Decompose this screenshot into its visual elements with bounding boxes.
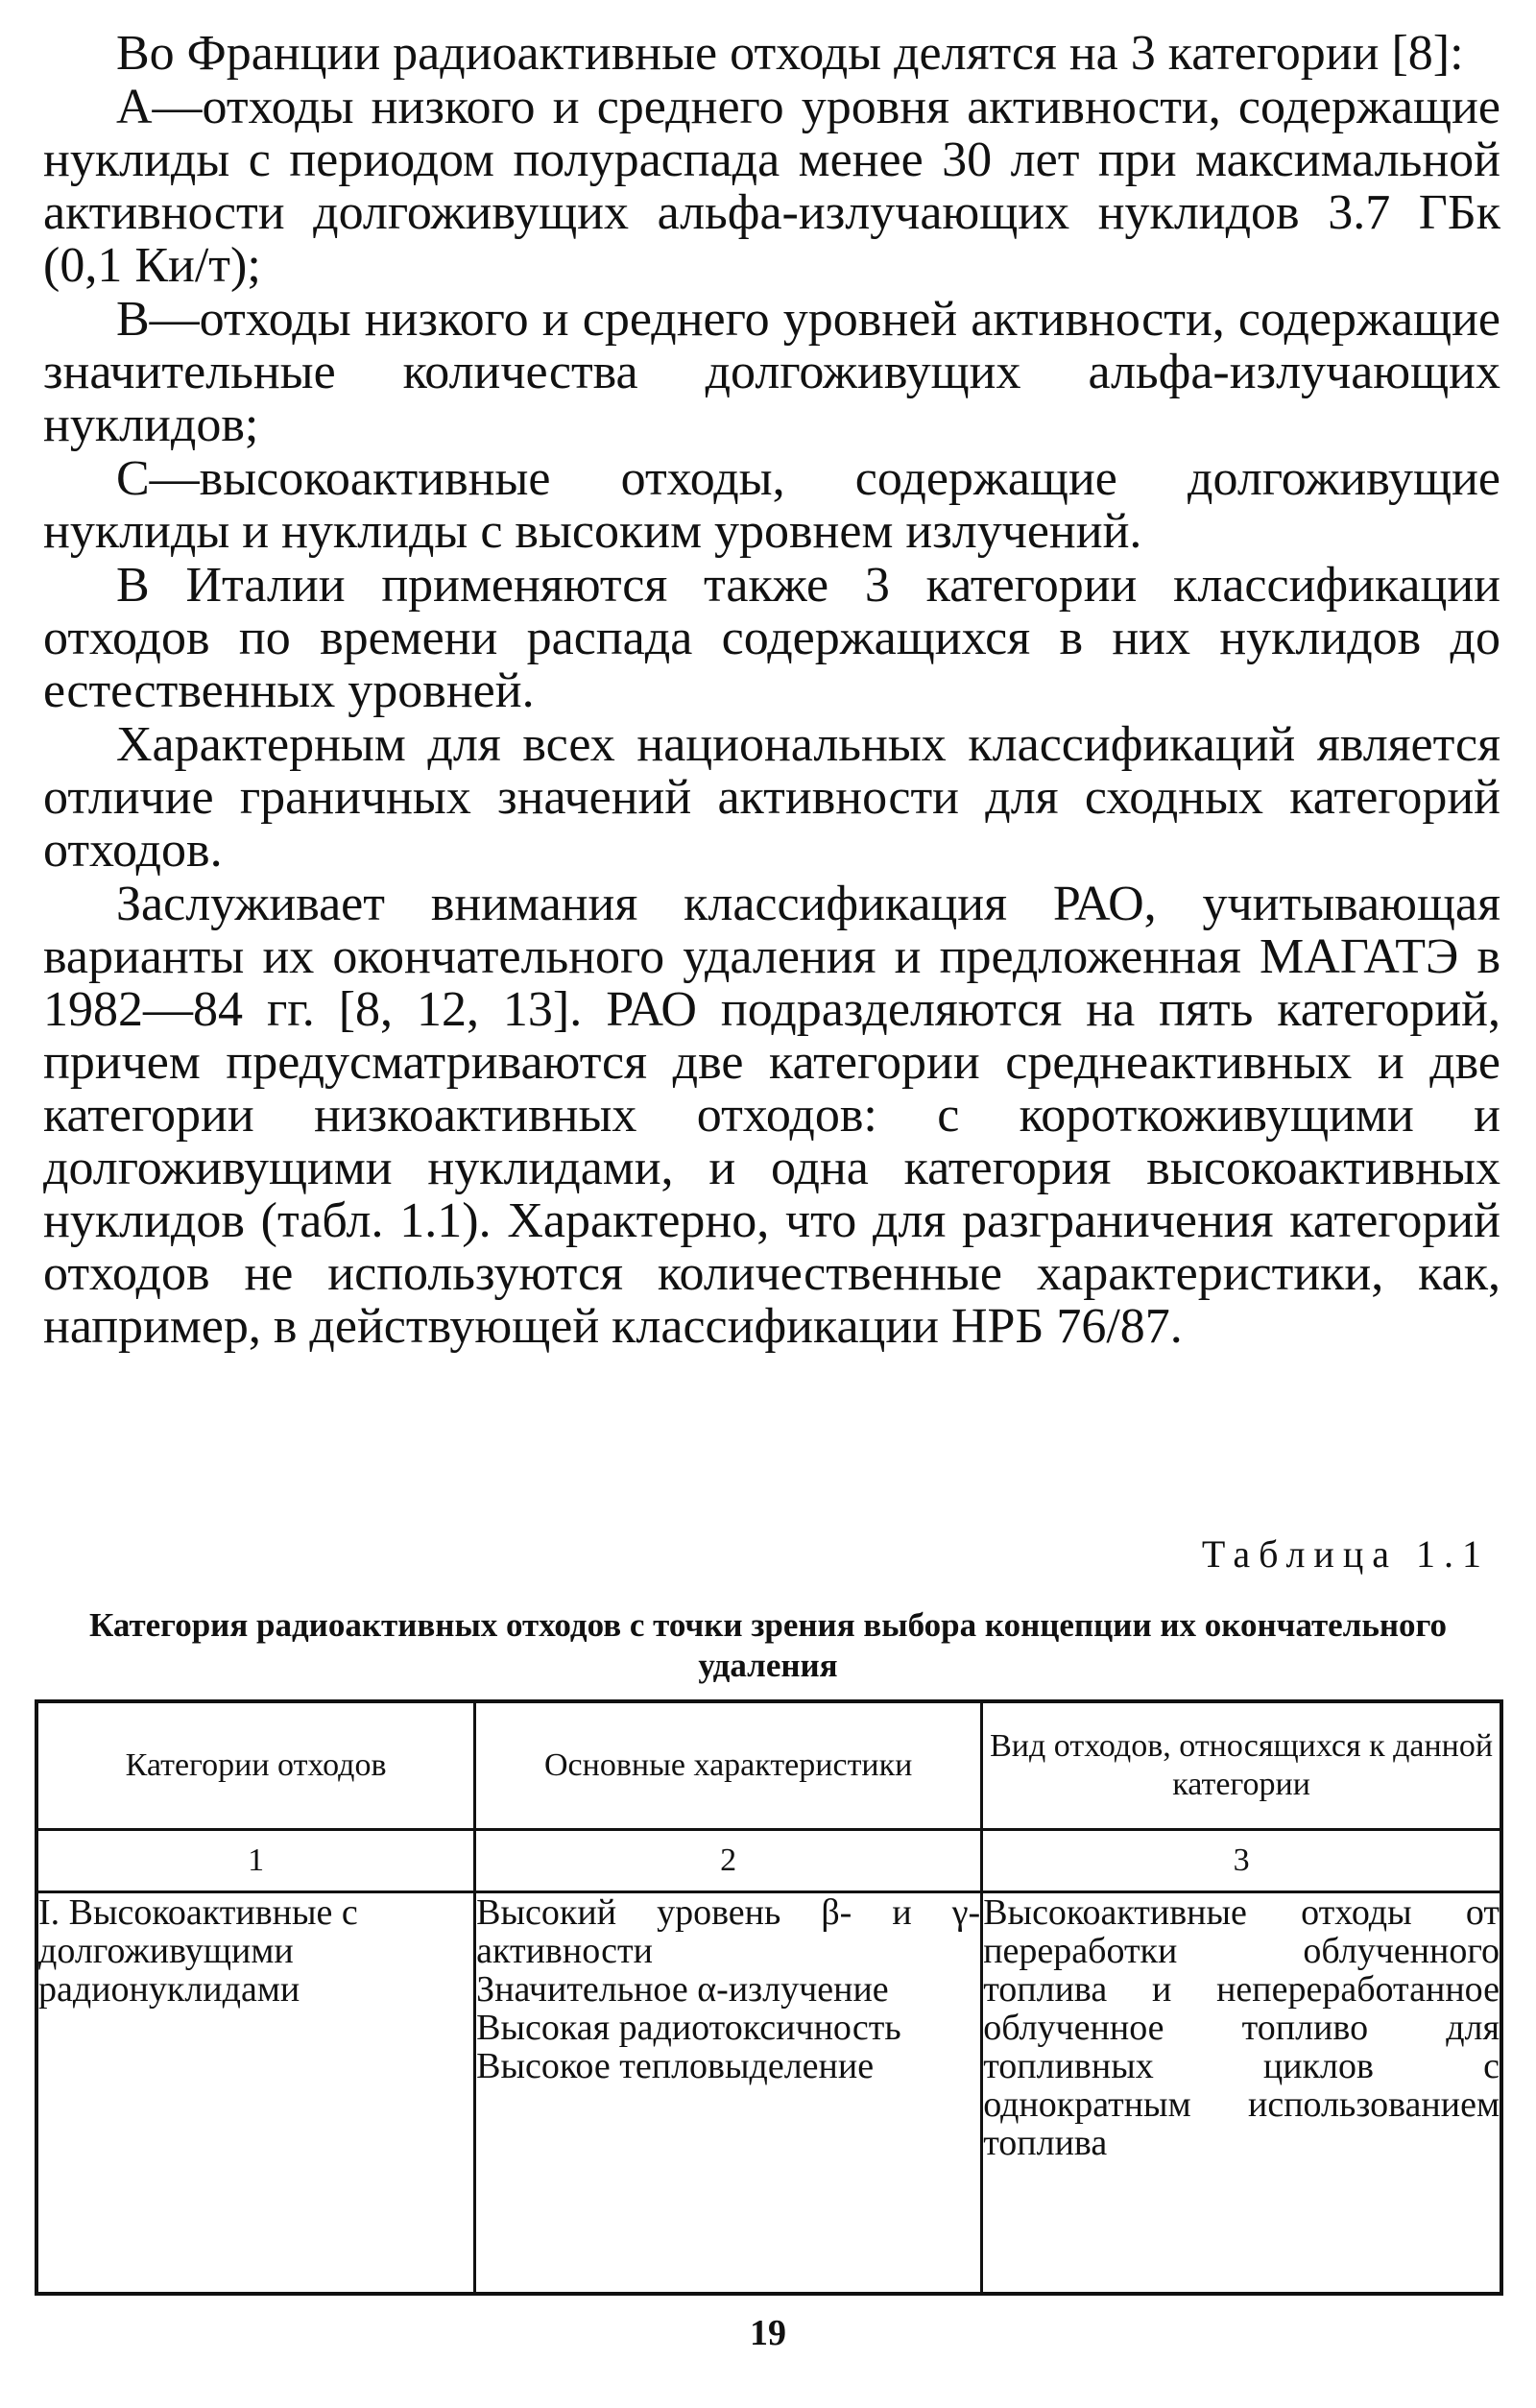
table-title: Категория радиоактивных отходов с точки зрения выбора концепции их окончательного удаления xyxy=(88,1606,1448,1684)
cell-characteristics xyxy=(475,1892,982,2295)
characteristic-item: Высокое тепловыделение xyxy=(476,2046,875,2086)
characteristic-item: Высокая радиотоксичность xyxy=(476,2008,901,2048)
paragraph-national-classifications: Характерным для всех национальных классификаций является отличие граничных значений активности для сходных категорий отходов. xyxy=(43,717,1500,878)
column-number-row xyxy=(36,1830,1501,1892)
cell-waste-type: Высокоактивные отходы от переработки облученного топлива и непереработанное облученное топливо для топливных циклов с однократным использованием топлива xyxy=(982,1892,1501,2295)
cell-category: I. Высокоактивные с долгоживущими радионуклидами xyxy=(36,1892,475,2295)
column-number: 2 xyxy=(475,1830,982,1892)
paragraph-category-a: А—отходы низкого и среднего уровня активности, содержащие нуклиды с периодом полураспада менее 30 лет при максимальной активности долгоживущих альфа-излучающих нуклидов 3.7 ГБк (0,1 Ки/т); xyxy=(43,80,1500,293)
table-row xyxy=(36,1892,1501,2295)
header-categories: Категории отходов xyxy=(36,1701,475,1830)
waste-category-table xyxy=(35,1699,1503,2296)
page-number: 19 xyxy=(750,2313,786,2353)
characteristic-item: Значительное α-излучение xyxy=(476,1969,889,2010)
column-number: 1 xyxy=(36,1830,475,1892)
paragraph-category-b: В—отходы низкого и среднего уровней активности, содержащие значительные количества долгоживущих альфа-излучающих нуклидов; xyxy=(43,292,1500,452)
table-header-row xyxy=(36,1701,1501,1830)
paragraph-category-c: С—высокоактивные отходы, содержащие долгоживущие нуклиды и нуклиды с высоким уровнем излучений. xyxy=(43,451,1500,559)
paragraph-iaea-classification: Заслуживает внимания классификация РАО, учитывающая варианты их окончательного удаления и предложенная МАГАТЭ в 1982—84 гг. [8, 12, 13]. РАО подразделяются на пять категорий, причем предусматриваются две категории среднеактивных и две категории низкоактивных отходов: с короткоживущими и долгоживущими нуклидами, и одна категория высокоактивных нуклидов (табл. 1.1). Характерно, что для разграничения категорий отходов не используются количественные характеристики, как, например, в действующей классификации НРБ 76/87. xyxy=(43,877,1500,1354)
paragraph-france-intro: Во Франции радиоактивные отходы делятся на 3 категории [8]: xyxy=(116,26,1464,81)
paragraph-italy: В Италии применяются также 3 категории классификации отходов по времени распада содержащихся в них нуклидов до естественных уровней. xyxy=(43,558,1500,718)
header-waste-type: Вид отходов, относящихся к данной категории xyxy=(982,1701,1501,1830)
body-text xyxy=(43,27,1500,1354)
characteristic-item: Высокий уровень β- и γ-активности xyxy=(476,1892,981,1971)
column-number: 3 xyxy=(982,1830,1501,1892)
table-label: Таблица 1.1 xyxy=(1201,1532,1490,1576)
header-characteristics: Основные характеристики xyxy=(475,1701,982,1830)
